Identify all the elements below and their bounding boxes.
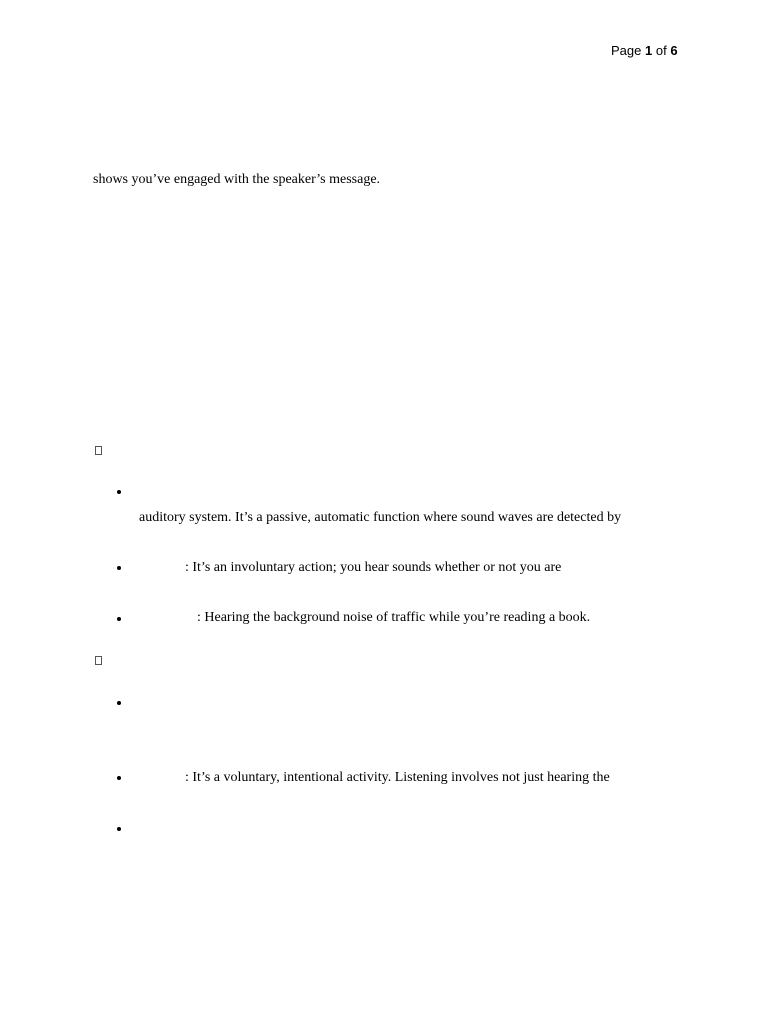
bullet-icon <box>117 490 121 494</box>
bullet-icon <box>117 701 121 705</box>
bullet-icon <box>117 617 121 621</box>
body-text-line: shows you’ve engaged with the speaker’s message. <box>93 172 381 187</box>
total-pages-number: 6 <box>670 43 678 58</box>
bullet-icon <box>117 827 121 831</box>
hearing-example-text: : Hearing the background noise of traffic while you’re reading a book. <box>197 610 591 625</box>
current-page-number: 1 <box>645 43 653 58</box>
bullet-icon <box>117 566 121 570</box>
hearing-nature-text: : It’s an involuntary action; you hear sounds whether or not you are <box>185 560 562 575</box>
page-label: Page <box>611 43 642 58</box>
of-label: of <box>655 43 667 58</box>
hearing-definition-text: auditory system. It’s a passive, automatic function where sound waves are detected by <box>139 510 622 525</box>
listening-nature-text: : It’s a voluntary, intentional activity. Listening involves not just hearing the <box>185 770 610 785</box>
page-counter <box>611 43 678 58</box>
missing-glyph-box-icon <box>95 446 102 455</box>
bullet-icon <box>117 776 121 780</box>
missing-glyph-box-icon <box>95 656 102 665</box>
